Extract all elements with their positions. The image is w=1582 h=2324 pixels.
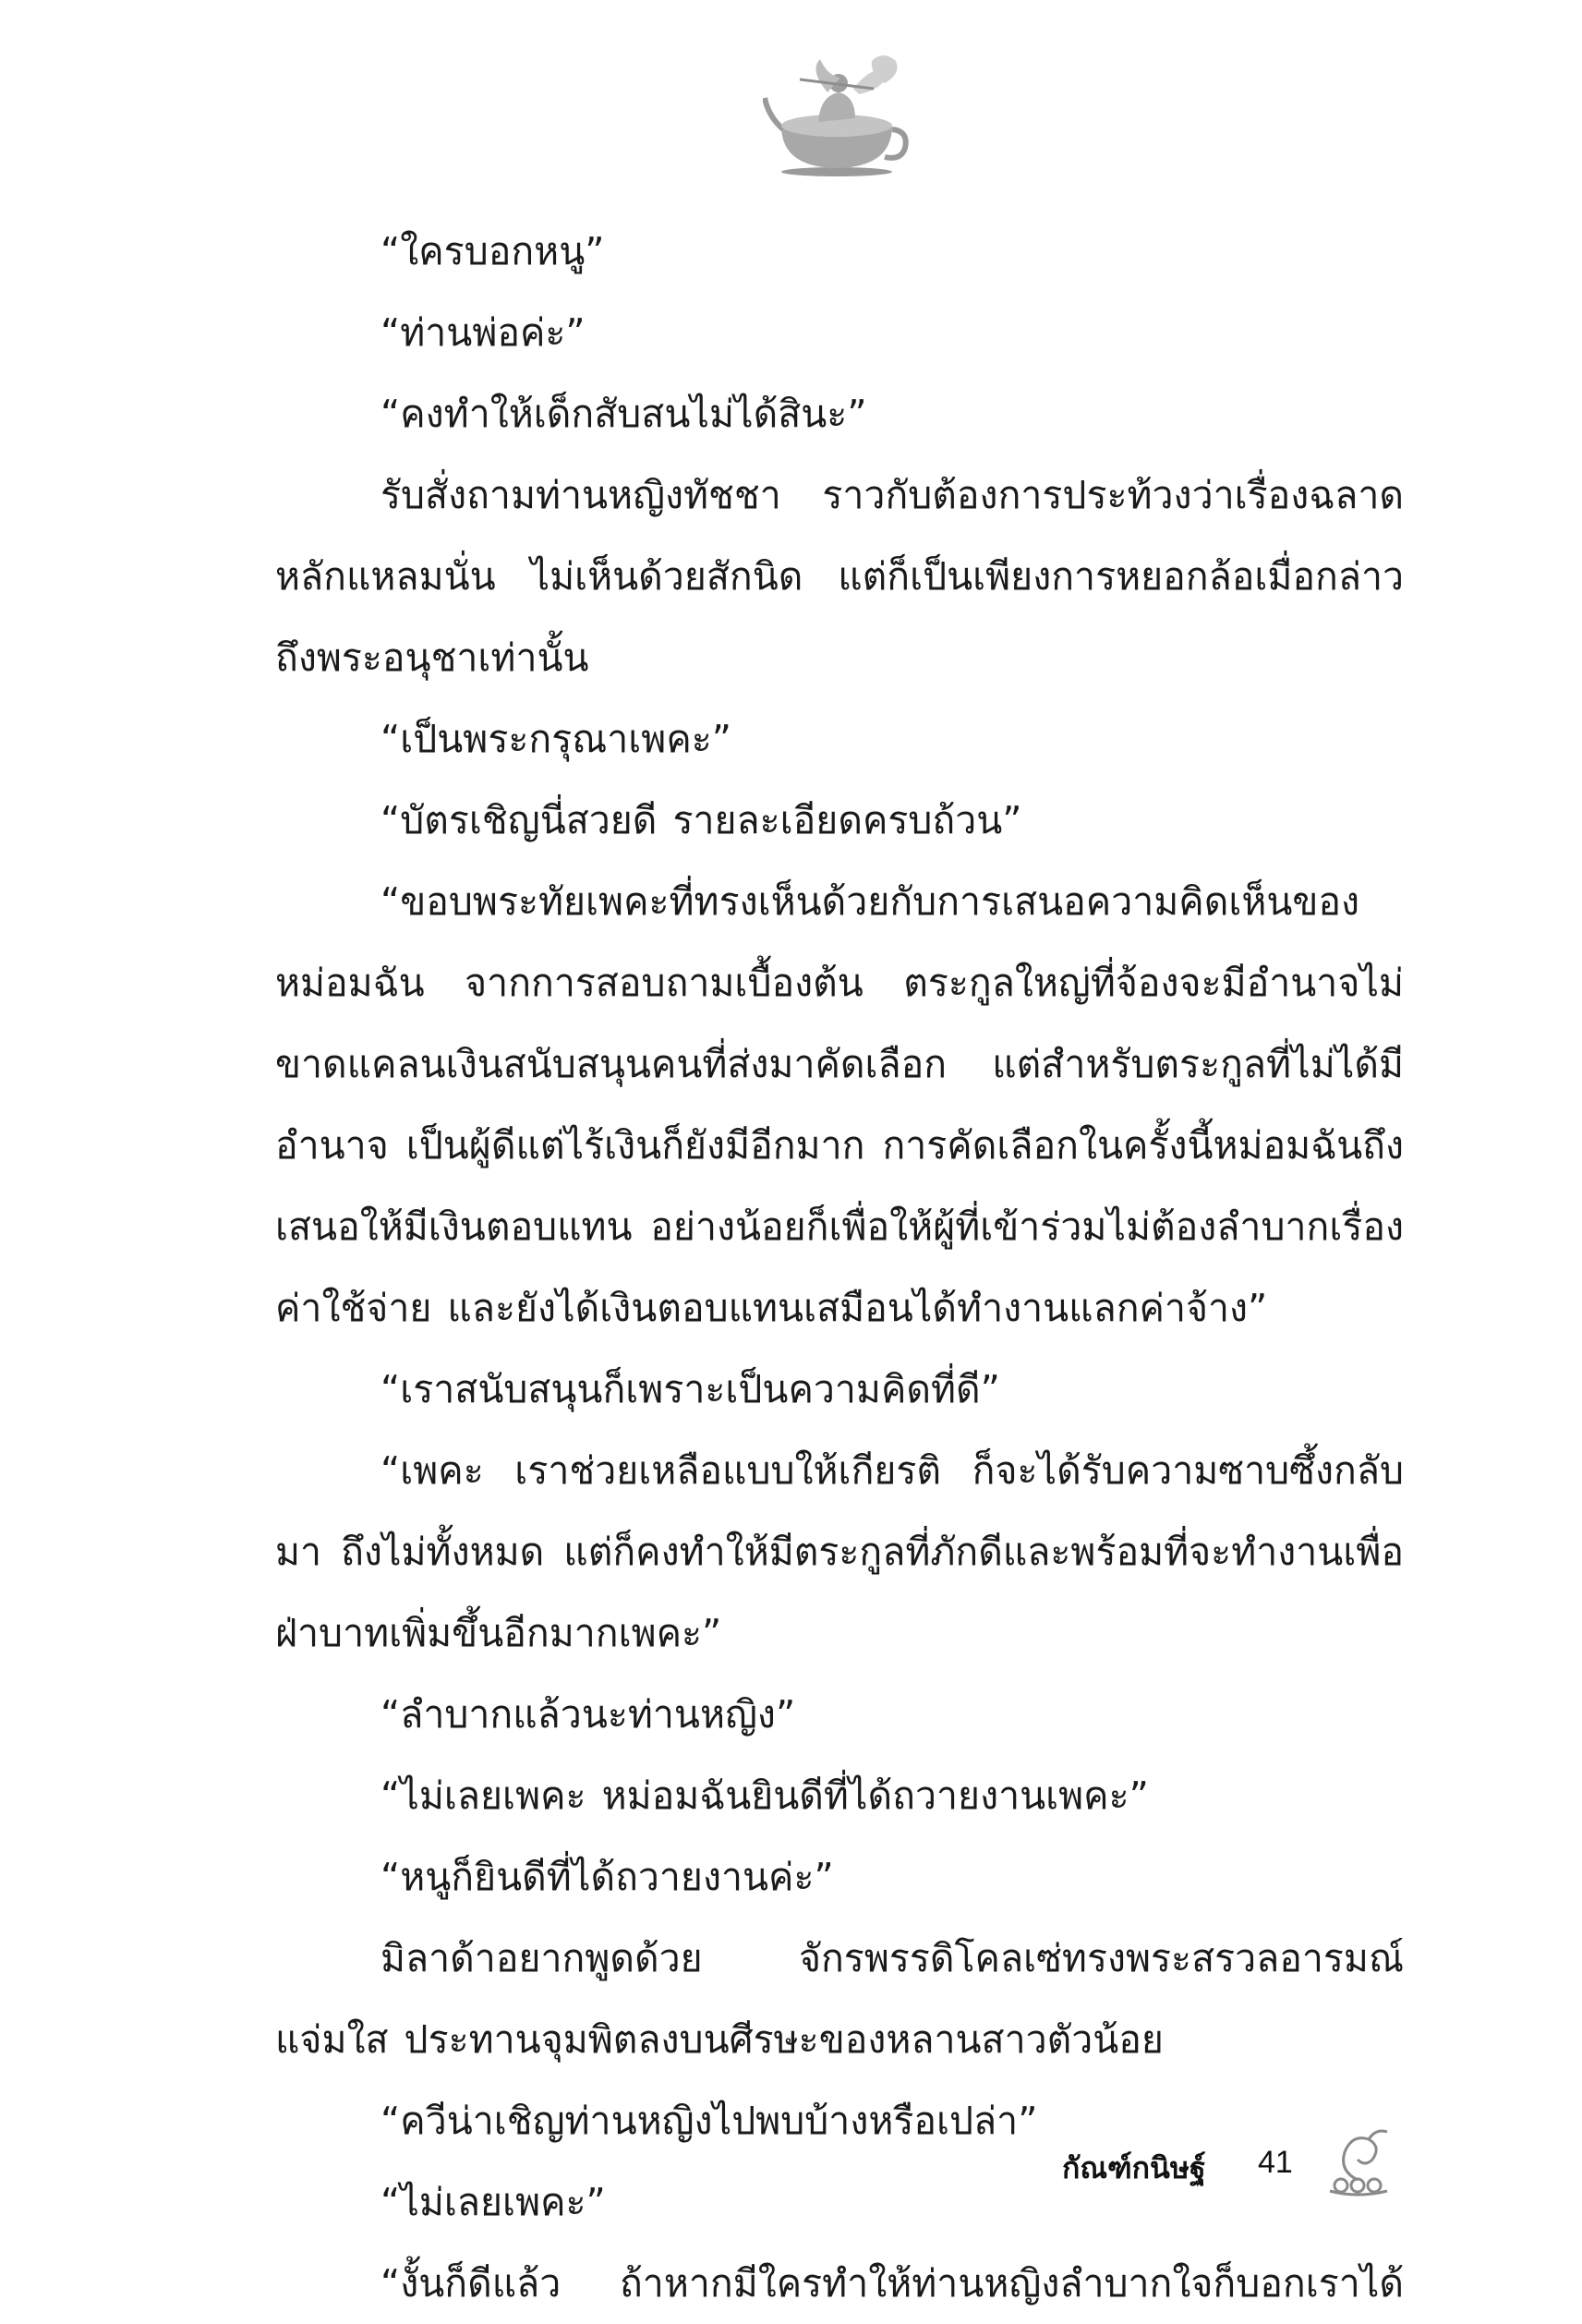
paragraph: “คงทำให้เด็กสับสนไม่ได้สินะ” bbox=[380, 392, 867, 436]
paragraph: “บัตรเชิญนี่สวยดี รายละเอียดครบถ้วน” bbox=[380, 798, 1022, 842]
paragraph: “ท่านพ่อค่ะ” bbox=[380, 310, 586, 355]
swirl-ornament-icon bbox=[1321, 2124, 1404, 2198]
paragraph: “ลำบากแล้วนะท่านหญิง” bbox=[380, 1692, 796, 1737]
paragraph: “ควีน่าเชิญท่านหญิงไปพบบ้างหรือเปล่า” bbox=[380, 2099, 1038, 2143]
paragraph: “เพคะ เราช่วยเหลือแบบให้เกียรติ ก็จะได้รับความซาบซึ้งกลับมา ถึงไม่ทั้งหมด แต่ก็คงทำให้มีตระกูลที่ภักดีและพร้อมที่จะทำงานเพื่อฝ่าบาทเพิ่มขึ้นอีกมากเพคะ” bbox=[275, 1448, 1404, 1655]
page-footer bbox=[1062, 2124, 1413, 2208]
paragraph: “เป็นพระกรุณาเพคะ” bbox=[380, 717, 732, 761]
body-text bbox=[275, 211, 1404, 2324]
paragraph: มิลาด้าอยากพูดด้วย จักรพรรดิโคลเซ่ทรงพระสรวลอารมณ์แจ่มใส ประทานจุมพิตลงบนศีรษะของหลานสาวตัวน้อย bbox=[275, 1936, 1404, 2062]
paragraph: “ไม่เลยเพคะ” bbox=[380, 2180, 606, 2224]
paragraph: “หนูก็ยินดีที่ได้ถวายงานค่ะ” bbox=[380, 1855, 834, 1899]
paragraph: “ขอบพระทัยเพคะที่ทรงเห็นด้วยกับการเสนอความคิดเห็นของหม่อมฉัน จากการสอบถามเบื้องต้น ตระกูลใหญ่ที่จ้องจะมีอำนาจไม่ขาดแคลนเงินสนับสนุนคนที่ส่งมาคัดเลือก แต่สำหรับตระกูลที่ไม่ได้มีอำนาจ เป็นผู้ดีแต่ไร้เงินก็ยังมีอีกมาก การคัดเลือกในครั้งนี้หม่อมฉันถึงเสนอให้มีเงินตอบแทน อย่างน้อยก็เพื่อให้ผู้ที่เข้าร่วมไม่ต้องลำบากเรื่องค่าใช้จ่าย และยังได้เงินตอบแทนเสมือนได้ทำงานแลกค่าจ้าง” bbox=[275, 879, 1404, 1330]
paragraph: “ไม่เลยเพคะ หม่อมฉันยินดีที่ได้ถวายงานเพคะ” bbox=[380, 1773, 1149, 1818]
paragraph: รับสั่งถามท่านหญิงทัชชา ราวกับต้องการประท้วงว่าเรื่องฉลาดหลักแหลมนั่น ไม่เห็นด้วยสักนิด แต่ก็เป็นเพียงการหยอกล้อเมื่อกล่าวถึงพระอนุชาเท่านั้น bbox=[275, 473, 1404, 680]
paragraph: “เราสนับสนุนก็เพราะเป็นความคิดที่ดี” bbox=[380, 1367, 1000, 1411]
paragraph: “งั้นก็ดีแล้ว ถ้าหากมีใครทำให้ท่านหญิงลำบากใจก็บอกเราได้ bbox=[380, 2261, 1404, 2306]
page-number: 41 bbox=[1258, 2145, 1293, 2180]
teapot-cupid-ornament-icon bbox=[763, 52, 911, 181]
paragraph: “ใครบอกหนู” bbox=[380, 229, 605, 273]
book-title: กัณฑ์กนิษฐ์ bbox=[1062, 2150, 1206, 2185]
